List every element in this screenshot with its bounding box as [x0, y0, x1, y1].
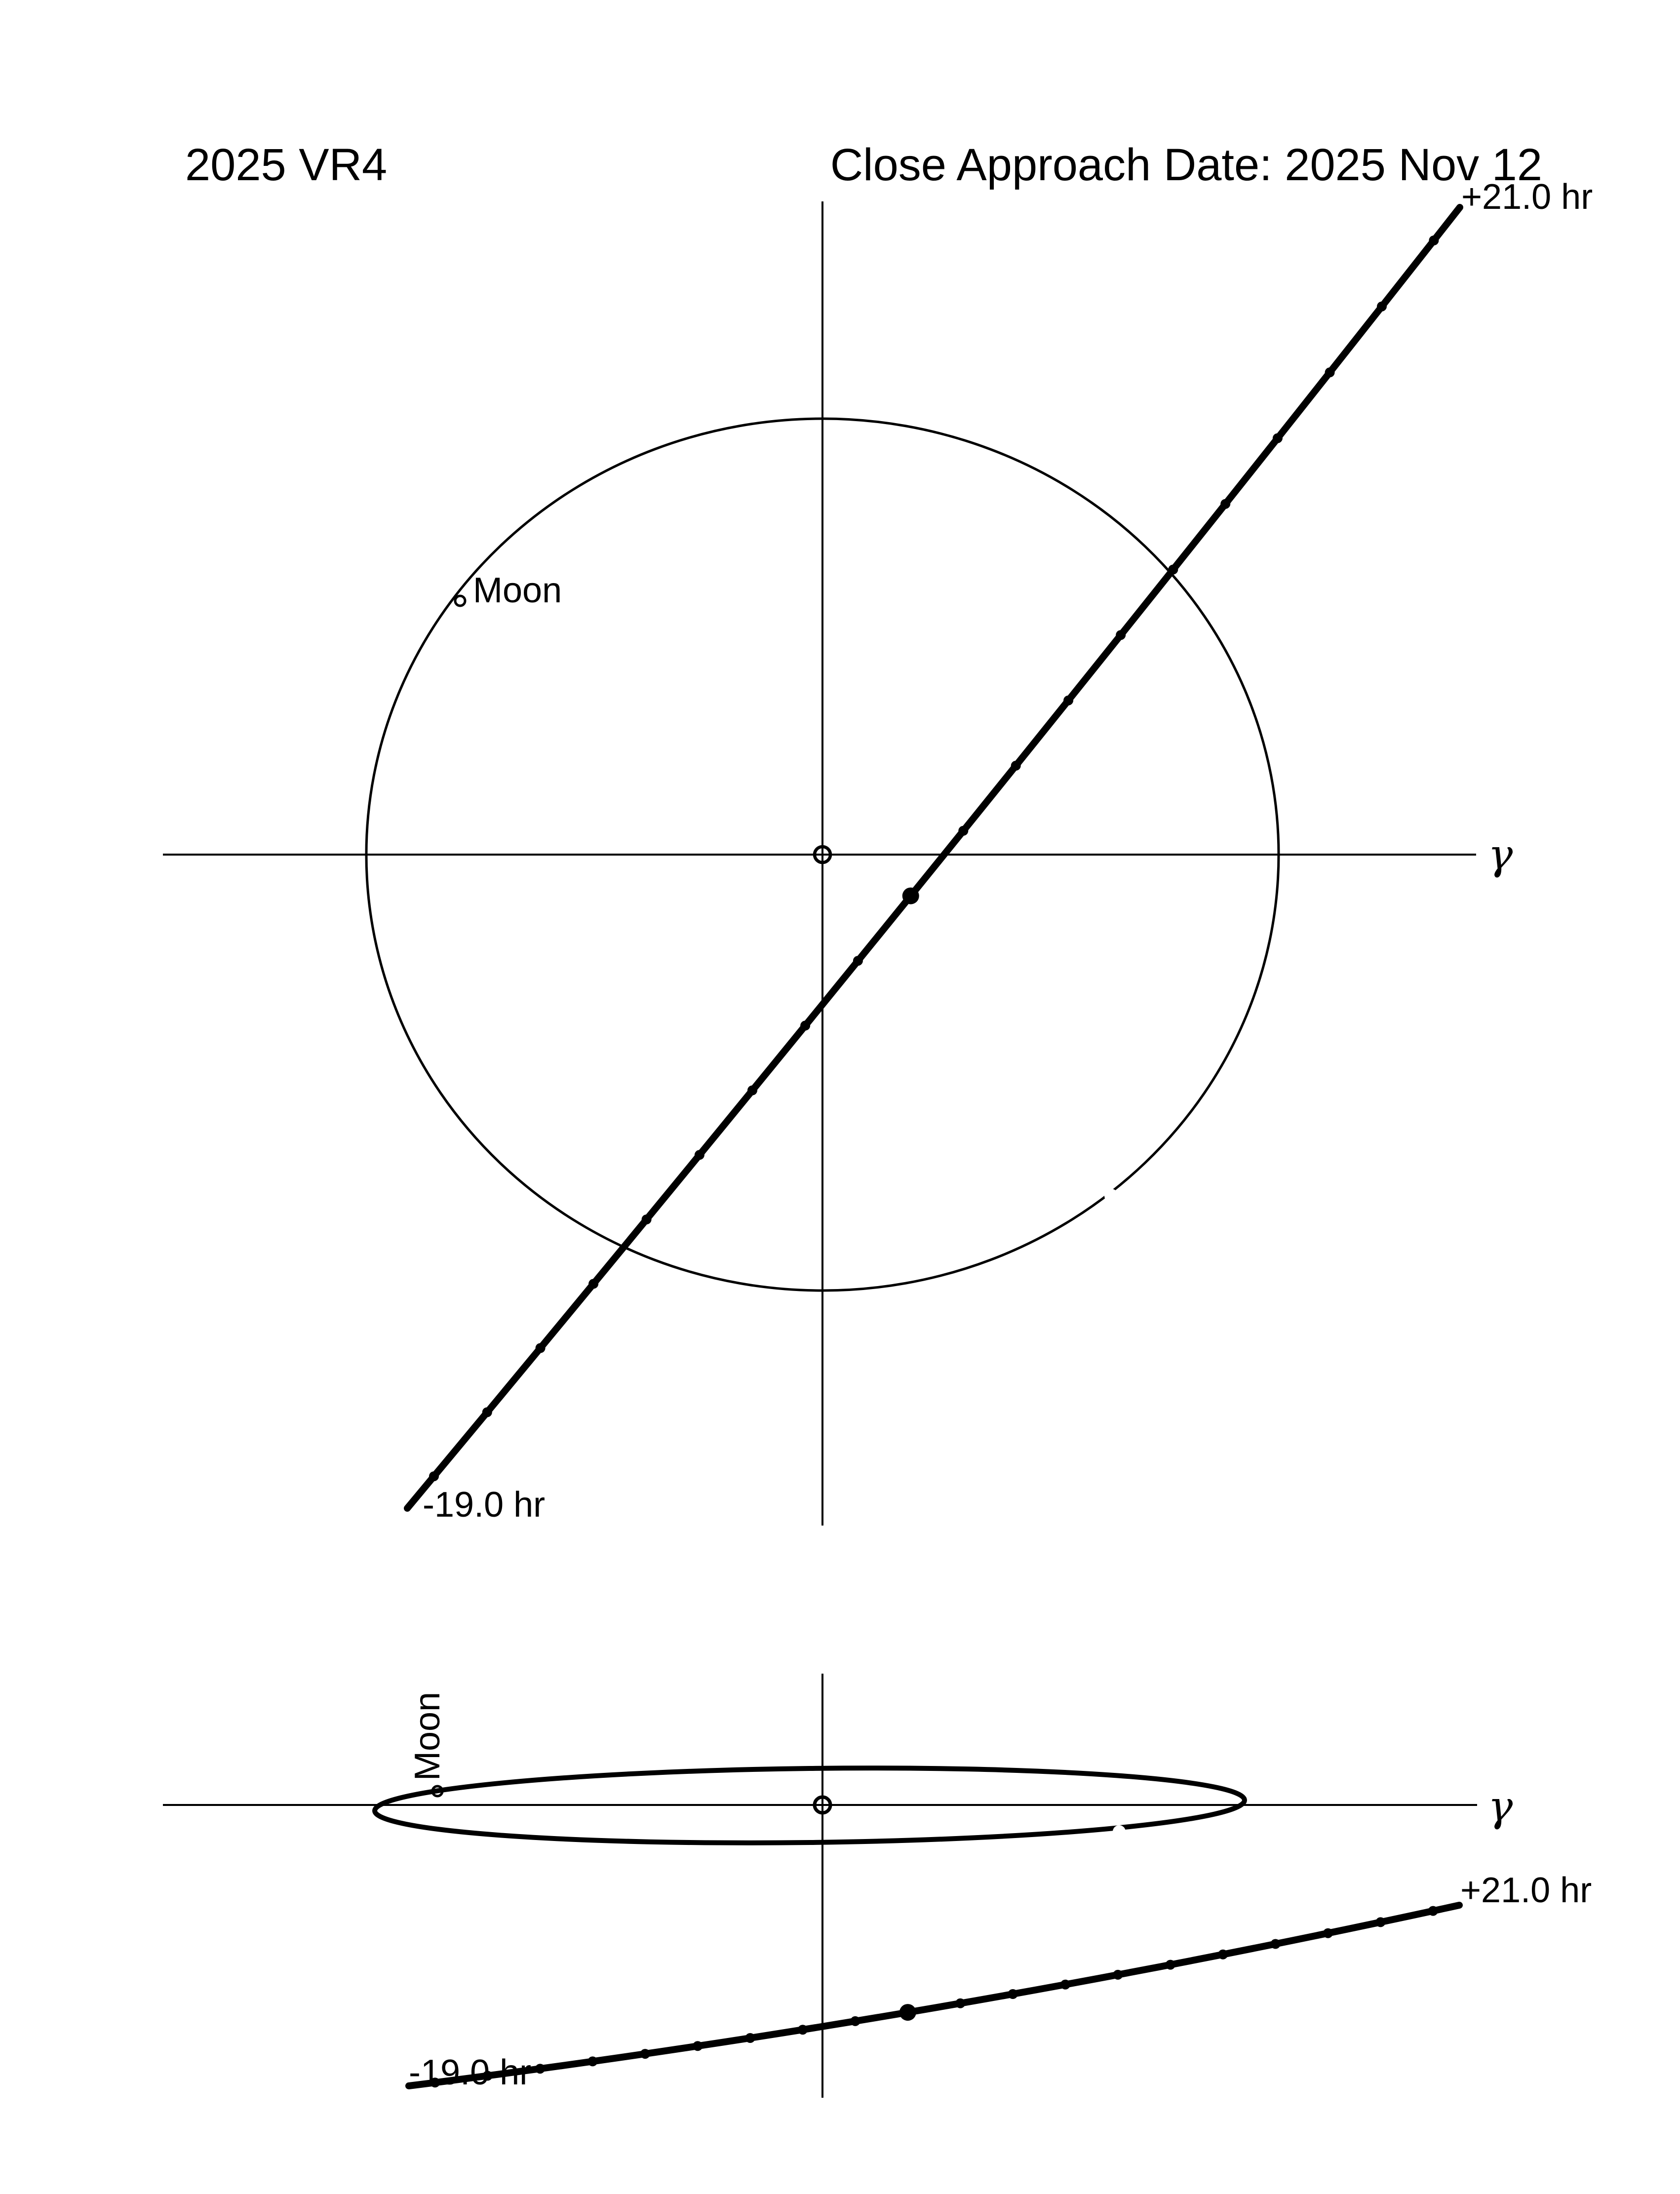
- hour-marker: [1060, 1980, 1070, 1990]
- hour-marker: [1220, 499, 1230, 509]
- hour-marker: [1375, 1917, 1385, 1927]
- hour-marker: [693, 2041, 703, 2051]
- close-approach-marker: [902, 888, 919, 904]
- end-hour-label: +21.0 hr: [1461, 177, 1593, 217]
- hour-marker: [745, 2033, 755, 2043]
- hour-marker: [1429, 235, 1439, 245]
- hour-marker: [798, 2025, 808, 2035]
- moon-marker: [455, 596, 465, 606]
- hour-marker: [955, 1998, 965, 2008]
- edge-on-panel: [163, 1674, 1592, 2098]
- moon-label: Moon: [473, 571, 562, 610]
- hour-marker: [1166, 1960, 1175, 1970]
- hour-marker: [1218, 1950, 1228, 1959]
- hour-marker: [958, 826, 968, 836]
- page-title: 2025 VR4: [185, 140, 388, 190]
- hour-marker: [588, 1279, 598, 1289]
- hour-marker: [1377, 302, 1387, 312]
- end-hour-label: +21.0 hr: [1460, 1871, 1592, 1910]
- hour-marker: [1273, 433, 1283, 443]
- hour-marker: [1008, 1989, 1018, 1999]
- hour-marker: [853, 956, 863, 966]
- plane-of-sky-panel: [163, 177, 1593, 1526]
- gamma-label: γ: [1488, 830, 1513, 879]
- hour-marker: [850, 2016, 860, 2026]
- hour-marker: [1168, 565, 1178, 575]
- orbit-gap: [1104, 1189, 1118, 1203]
- close-approach-marker: [899, 2004, 916, 2021]
- hour-marker: [1116, 630, 1126, 640]
- hour-marker: [1011, 761, 1021, 771]
- hour-marker: [1063, 696, 1073, 705]
- hour-marker: [429, 1471, 439, 1481]
- hour-marker: [536, 1343, 546, 1353]
- hour-marker: [587, 2056, 597, 2066]
- close-approach-date: Close Approach Date: 2025 Nov 12: [830, 140, 1542, 190]
- orbit-gap: [1113, 1825, 1126, 1838]
- hour-marker: [1271, 1939, 1281, 1949]
- hour-marker: [642, 1215, 652, 1224]
- start-hour-label: -19.0 hr: [409, 2053, 532, 2092]
- hour-marker: [640, 2049, 650, 2059]
- hour-marker: [800, 1020, 810, 1030]
- hour-marker: [747, 1086, 757, 1096]
- asteroid-trajectory: [407, 207, 1460, 1508]
- hour-marker: [1325, 367, 1335, 377]
- gamma-label: γ: [1488, 1782, 1513, 1831]
- hour-marker: [535, 2064, 545, 2074]
- moon-label: Moon: [408, 1691, 447, 1781]
- hour-marker: [482, 1408, 492, 1417]
- hour-marker: [695, 1150, 704, 1160]
- hour-marker: [1323, 1928, 1333, 1938]
- start-hour-label: -19.0 hr: [423, 1485, 546, 1525]
- hour-marker: [1113, 1970, 1123, 1980]
- hour-marker: [1428, 1906, 1438, 1916]
- asteroid-trajectory: [409, 1905, 1459, 2086]
